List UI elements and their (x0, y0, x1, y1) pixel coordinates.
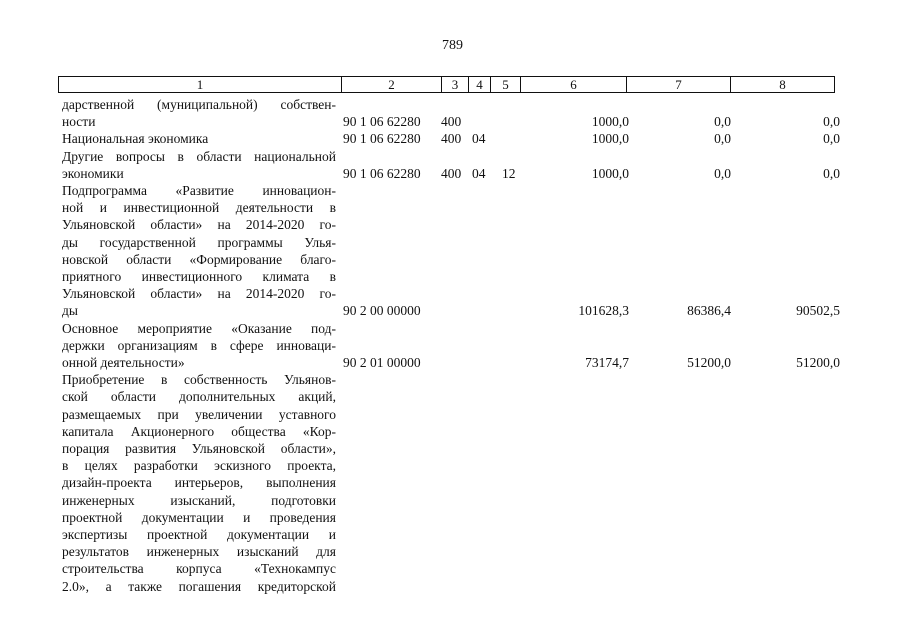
cell-col8: 51200,0 (796, 354, 840, 370)
row-description-line: размещаемых при увеличении уставного (62, 406, 336, 422)
row-description-line: экономики (62, 165, 124, 181)
header-cell: 4 (469, 77, 491, 92)
cell-col5: 12 (502, 165, 516, 181)
page-number: 789 (442, 38, 463, 53)
row-description-line: онной деятельности» (62, 355, 185, 370)
cell-code: 90 1 06 62280 (343, 165, 421, 181)
table-header (58, 76, 835, 93)
header-cell: 8 (731, 77, 835, 92)
cell-col3: 400 (441, 114, 462, 130)
cell-col6: 101628,3 (578, 303, 629, 319)
row-description-line: проектной документации и проведения (62, 509, 336, 525)
row-description (62, 182, 336, 320)
cell-col4: 04 (472, 131, 486, 147)
cell-col8: 0,0 (823, 114, 840, 130)
cell-col8: 90502,5 (796, 303, 840, 319)
row-description-line: Национальная экономика (62, 131, 209, 147)
row-description-line: 2.0», а также погашения кредиторской (62, 578, 336, 594)
row-description (62, 130, 336, 147)
header-cell: 7 (627, 77, 731, 92)
row-description-line: инженерных изысканий, подготовки (62, 492, 336, 508)
cell-col6: 73174,7 (585, 354, 629, 370)
row-description-line: ды (62, 303, 78, 319)
row-description (62, 96, 336, 130)
header-cell: 3 (442, 77, 469, 92)
row-description-line: держки организациям в сфере инноваци- (62, 337, 336, 353)
cell-col7: 86386,4 (687, 303, 731, 319)
cell-col6: 1000,0 (591, 131, 629, 147)
row-description (62, 148, 336, 182)
row-description-line: Другие вопросы в области национальной (62, 148, 336, 164)
cell-col6: 1000,0 (591, 114, 629, 130)
cell-col3: 400 (441, 165, 462, 181)
row-description-line: дизайн-проекта интерьеров, выполнения (62, 475, 336, 491)
header-cell: 1 (59, 77, 342, 92)
cell-col4: 04 (472, 165, 486, 181)
row-description-line: ской области дополнительных акций, (62, 389, 336, 405)
row-description-line: ды государственной программы Улья- (62, 234, 336, 250)
row-description-line: Приобретение в собственность Ульянов- (62, 372, 336, 388)
cell-col7: 0,0 (714, 165, 731, 181)
row-description-line: экспертизы проектной документации и (62, 527, 336, 543)
row-description-line: результатов инженерных изысканий для (62, 544, 336, 560)
row-description-line: Основное мероприятие «Оказание под- (62, 320, 336, 336)
cell-col8: 0,0 (823, 131, 840, 147)
cell-col6: 1000,0 (591, 165, 629, 181)
row-description-line: капитала Акционерного общества «Кор- (62, 423, 336, 439)
row-description (62, 371, 336, 595)
row-description-line: ности (62, 114, 96, 130)
row-description-line: в целях разработки эскизного проекта, (62, 458, 336, 474)
row-description-line: Ульяновской области» на 2014-2020 го- (62, 286, 336, 302)
row-description-line: ной и инвестиционной деятельности в (62, 200, 336, 216)
cell-col7: 51200,0 (687, 354, 731, 370)
cell-col8: 0,0 (823, 165, 840, 181)
header-cell: 2 (342, 77, 442, 92)
cell-code: 90 1 06 62280 (343, 114, 421, 130)
row-description-line: Подпрограмма «Развитие инновацион- (62, 183, 336, 198)
header-cell: 6 (521, 77, 627, 92)
row-description (62, 320, 336, 372)
row-description-line: новской области «Формирование благо- (62, 251, 336, 267)
cell-col7: 0,0 (714, 114, 731, 130)
header-cell: 5 (491, 77, 521, 92)
row-description-line: дарственной (муниципальной) собствен- (62, 97, 336, 112)
row-description-line: Ульяновской области» на 2014-2020 го- (62, 217, 336, 233)
cell-code: 90 1 06 62280 (343, 131, 421, 147)
cell-code: 90 2 00 00000 (343, 303, 421, 319)
row-description-line: порация развития Ульяновской области», (62, 441, 336, 456)
cell-col7: 0,0 (714, 131, 731, 147)
row-description-line: строительства корпуса «Технокампус (62, 561, 336, 577)
cell-col3: 400 (441, 131, 462, 147)
cell-code: 90 2 01 00000 (343, 354, 421, 370)
row-description-line: приятного инвестиционного климата в (62, 269, 336, 285)
